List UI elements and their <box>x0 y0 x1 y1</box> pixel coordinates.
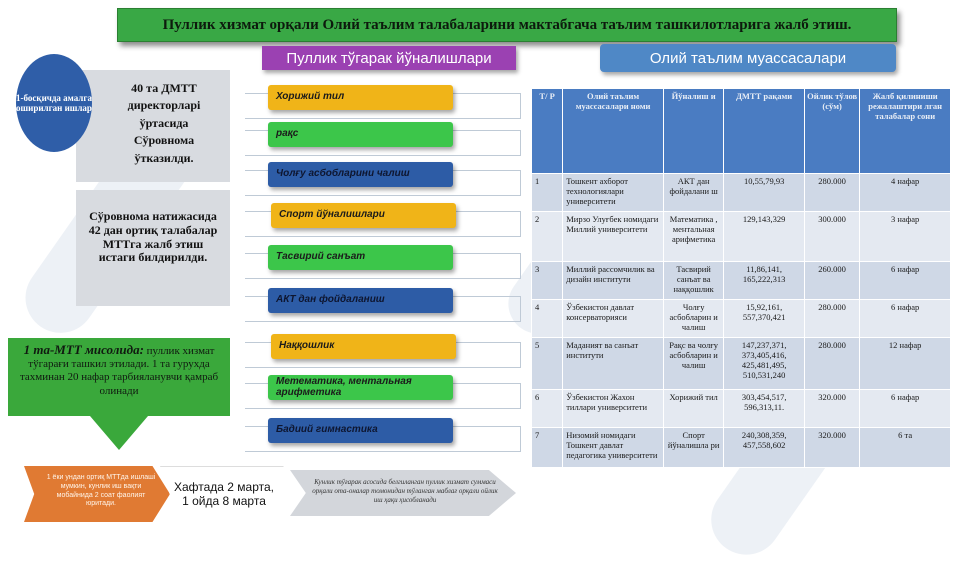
table-cell: 11,86,141, 165,222,313 <box>724 262 805 300</box>
table-cell: 6 та <box>860 428 951 468</box>
table-cell: АКТ дан фойдалани ш <box>663 174 723 212</box>
page-title: Пуллик хизмат орқали Олий таълим талабаларини мактабгача таълим ташкилотларига жалб этиш. <box>117 8 897 42</box>
example-text <box>12 342 226 398</box>
institutions-title: Олий таълим муассасалари <box>600 44 896 72</box>
table-cell: 3 нафар <box>860 212 951 262</box>
category-item: Хорижий тил <box>268 85 453 110</box>
table-cell: 147,237,371, 373,405,416, 425,481,495, 510,531,240 <box>724 338 805 390</box>
table-cell: Мирзо Улуғбек номидаги Миллий университети <box>563 212 664 262</box>
table-cell: 280.000 <box>804 174 859 212</box>
table-cell: 240,308,359, 457,558,602 <box>724 428 805 468</box>
table-cell: Спорт йўналишла ри <box>663 428 723 468</box>
column-header: Ойлик тўлов (сўм) <box>804 89 859 174</box>
table-cell: Рақс ва чолғу асбобларин и чалиш <box>663 338 723 390</box>
example-lead: 1 та-МТТ мисолида: <box>23 342 144 357</box>
survey-line: ўтказилди. <box>134 150 194 165</box>
category-item: Метематика, ментальная арифметика <box>268 375 453 400</box>
survey-line: Сўровнома <box>133 133 195 148</box>
bottom-arrow-2-text: Хафтада 2 марта, 1 ойда 8 марта <box>173 480 275 509</box>
table-cell: Математика , ментальная арифметика <box>663 212 723 262</box>
table-row <box>532 390 951 428</box>
category-item: АКТ дан фойдаланиш <box>268 288 453 313</box>
survey-text <box>104 80 224 167</box>
example-rest: пуллик хизмат тўгарағи ташкил этилади. 1 та гурухда тахминан 20 нафар тарбияланувчи қамраб олинади <box>19 345 219 397</box>
institutions-table <box>531 88 951 468</box>
table-cell: 10,55,79,93 <box>724 174 805 212</box>
table-cell: 1 <box>532 174 563 212</box>
table-cell: 280.000 <box>804 338 859 390</box>
survey-line: 40 та ДМТТ директорларi <box>127 81 201 113</box>
table-row <box>532 174 951 212</box>
bottom-arrow-3-text: Кунлик тўғарак асосида белгиланган пуллик хизмат суммаси орқали ота-оналар томонидан тўланган маблағ орқали ойлик иш ҳақи ҳисобланади <box>312 478 498 504</box>
result-text: Сўровнома натижасида 42 дан ортиқ талабалар МТТга жалб этиш истаги билдирилди. <box>88 209 218 265</box>
table-cell: 5 <box>532 338 563 390</box>
column-header: Йўналиш и <box>663 89 723 174</box>
table-cell: Хорижий тил <box>663 390 723 428</box>
category-item: Бадиий гимнастика <box>268 418 453 443</box>
table-cell: 320.000 <box>804 390 859 428</box>
table-cell: 6 нафар <box>860 262 951 300</box>
table-cell: 303,454,517, 596,313,11. <box>724 390 805 428</box>
table-row <box>532 338 951 390</box>
column-header: Жалб қилиниши режалаштири лган талабалар сони <box>860 89 951 174</box>
table-cell: Ўзбекистон давлат консерваторияси <box>563 300 664 338</box>
table-row <box>532 300 951 338</box>
table-cell: 320.000 <box>804 428 859 468</box>
table-cell: 6 <box>532 390 563 428</box>
table-cell: 2 <box>532 212 563 262</box>
survey-line: ўртасида <box>139 115 189 130</box>
table-row <box>532 262 951 300</box>
table-cell: Миллий рассомчилик ва дизайн институти <box>563 262 664 300</box>
table-cell: Тошкент ахборот технологиялари университети <box>563 174 664 212</box>
table-cell: 4 <box>532 300 563 338</box>
table-cell: Чолғу асбобларин и чалиш <box>663 300 723 338</box>
table-cell: 3 <box>532 262 563 300</box>
table-cell: 4 нафар <box>860 174 951 212</box>
column-header: ДМТТ рақами <box>724 89 805 174</box>
table-cell: 12 нафар <box>860 338 951 390</box>
table-cell: 6 нафар <box>860 390 951 428</box>
column-header: Т/ Р <box>532 89 563 174</box>
table-header-row <box>532 89 951 174</box>
category-item: Чолғу асбобларини чалиш <box>268 162 453 187</box>
table-cell: Тасвирий санъат ва наққошлик <box>663 262 723 300</box>
table-cell: 6 нафар <box>860 300 951 338</box>
table-cell: 15,92,161, 557,370,421 <box>724 300 805 338</box>
category-item: Наққошлик <box>271 334 456 359</box>
table-cell: 260.000 <box>804 262 859 300</box>
table-cell: 129,143,329 <box>724 212 805 262</box>
category-item: Тасвирий санъат <box>268 245 453 270</box>
table-cell: Низомий номидаги Тошкент давлат педагогика университети <box>563 428 664 468</box>
bottom-arrow-1-text: 1 ёки ундан ортиқ МТТда ишлашi мумкин, кунлик иш вақти мобайнида 2 соат фаолият юритади. <box>46 474 156 508</box>
column-header: Олий таълим муассасалари номи <box>563 89 664 174</box>
table-cell: Ўзбекистон Жахон тиллари университети <box>563 390 664 428</box>
table-row <box>532 428 951 468</box>
category-item: Спорт йўналишлари <box>271 203 456 228</box>
table-cell: Маданият ва санъат институти <box>563 338 664 390</box>
table-cell: 7 <box>532 428 563 468</box>
table-cell: 280.000 <box>804 300 859 338</box>
table-row <box>532 212 951 262</box>
category-item: рақс <box>268 122 453 147</box>
paid-directions-title: Пуллик тўгарак йўналишлари <box>262 46 516 70</box>
table-cell: 300.000 <box>804 212 859 262</box>
down-arrow <box>90 416 148 450</box>
stage-circle: 1-босқичда амалга оширилган ишлар <box>16 54 92 152</box>
